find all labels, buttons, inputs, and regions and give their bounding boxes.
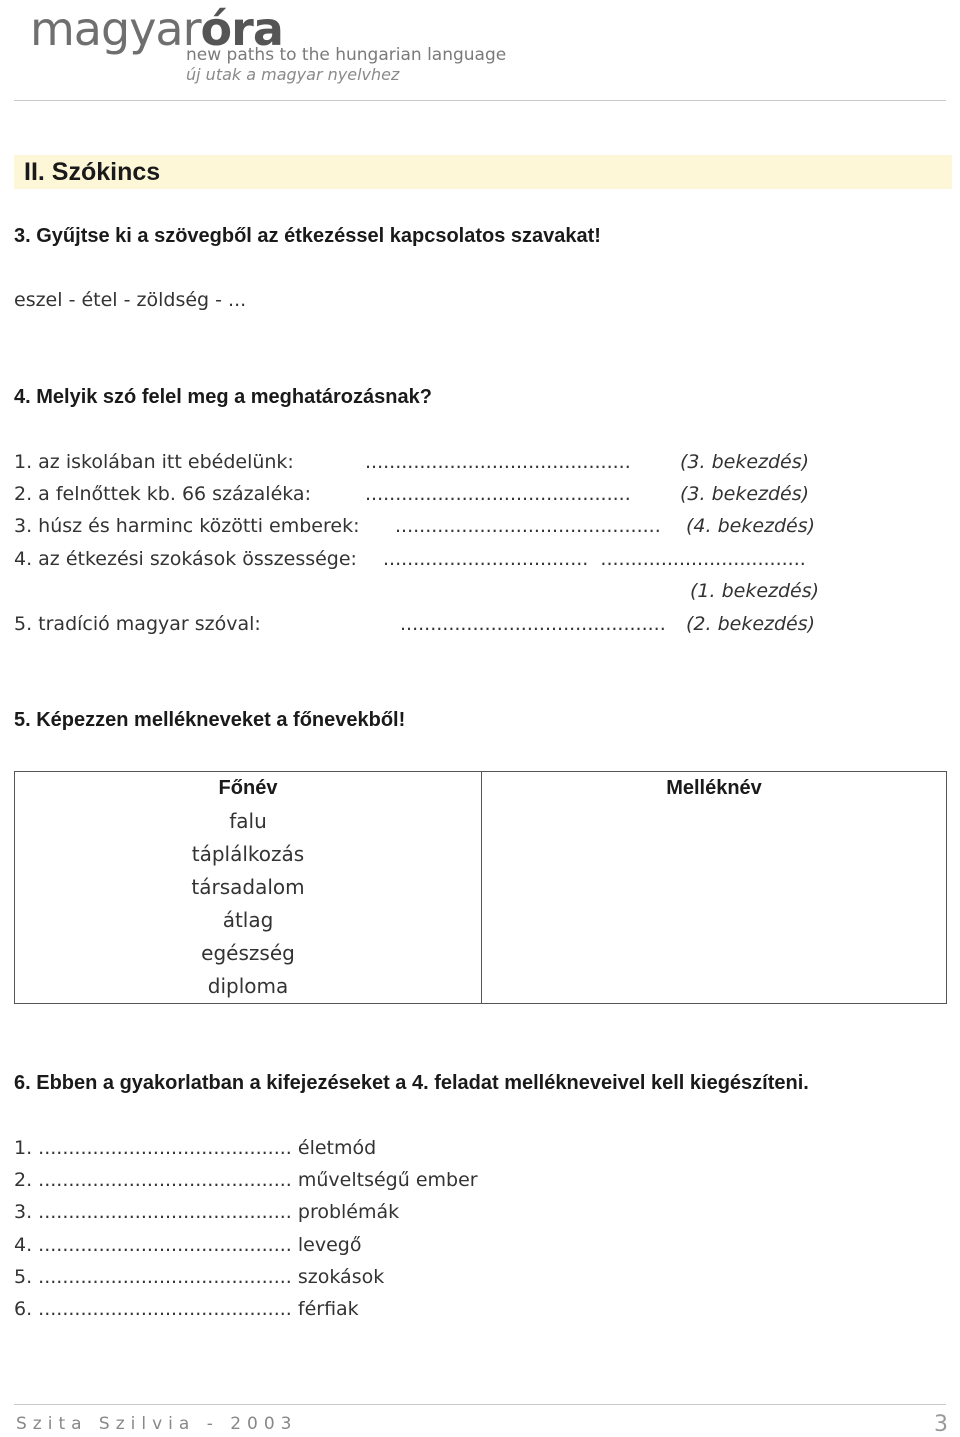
noun-cell: diploma (207, 974, 289, 998)
noun-cell: falu (229, 809, 267, 833)
noun-cell: társadalom (191, 875, 305, 899)
task6-item (14, 1169, 478, 1191)
task4-item-ref: (1. bekezdés) (690, 580, 820, 602)
noun-column (15, 772, 482, 1004)
task4-item-blank[interactable]: ............................................ (365, 483, 631, 505)
task4-item-blank[interactable]: ............................................ (365, 451, 631, 473)
task6-item-blank[interactable]: .......................................... (38, 1298, 292, 1320)
task3-title: 3. Gyűjtse ki a szövegből az étkezéssel kapcsolatos szavakat! (14, 225, 601, 247)
task4-item-text: 4. az étkezési szokások összessége: (14, 548, 357, 570)
task4-item-text: 2. a felnőttek kb. 66 százaléka: (14, 483, 311, 505)
adjective-column-header: Melléknév (666, 777, 762, 799)
task6-item (14, 1298, 359, 1320)
task6-title: 6. Ebben a gyakorlatban a kifejezéseket a 4. feladat mellékneveivel kell kiegészíteni. (14, 1072, 809, 1094)
task6-item-blank[interactable]: .......................................... (38, 1169, 292, 1191)
task4-item-ref: (3. bekezdés) (680, 483, 810, 505)
task4-item-ref: (3. bekezdés) (680, 451, 810, 473)
task6-item-blank[interactable]: .......................................... (38, 1201, 292, 1223)
task6-item (14, 1234, 361, 1256)
task6-item-blank[interactable]: .......................................... (38, 1234, 292, 1256)
footer-author: Szita Szilvia - 2003 (16, 1414, 298, 1434)
noun-adjective-table (14, 771, 947, 1004)
task6-item-number: 1. (14, 1137, 39, 1159)
task6-item-blank[interactable]: .......................................... (38, 1137, 292, 1159)
task5-title: 5. Képezzen mellékneveket a főnevekből! (14, 709, 406, 731)
task6-item-number: 3. (14, 1201, 39, 1223)
page-number: 3 (934, 1412, 948, 1437)
task4-item-blank[interactable]: .................................. .................................. (383, 548, 806, 570)
adjective-column[interactable] (482, 772, 947, 1004)
task6-item (14, 1266, 384, 1288)
task4-item-blank[interactable]: ............................................ (395, 515, 661, 537)
logo-text-bold: óra (200, 2, 283, 56)
task6-item (14, 1201, 399, 1223)
header-divider (14, 100, 946, 101)
task4-item-blank[interactable]: ............................................ (400, 613, 666, 635)
task6-item-text: műveltségű ember (291, 1169, 478, 1191)
task6-item-text: szokások (291, 1266, 385, 1288)
footer-divider (14, 1404, 946, 1405)
noun-column-header: Főnév (218, 777, 278, 799)
task6-item-text: problémák (291, 1201, 400, 1223)
task6-item-text: férfiak (291, 1298, 359, 1320)
task4-title: 4. Melyik szó felel meg a meghatározásnak? (14, 386, 432, 408)
noun-cell: átlag (222, 908, 274, 932)
noun-cell: táplálkozás (191, 842, 305, 866)
task6-item-number: 6. (14, 1298, 39, 1320)
task4-item-ref: (4. bekezdés) (686, 515, 816, 537)
tagline-english: new paths to the hungarian language (186, 45, 507, 65)
task6-item-text: levegő (291, 1234, 362, 1256)
task4-item-text: 3. húsz és harminc közötti emberek: (14, 515, 360, 537)
task4-item-ref: (2. bekezdés) (686, 613, 816, 635)
task6-item-number: 2. (14, 1169, 39, 1191)
tagline-hungarian: új utak a magyar nyelvhez (186, 65, 400, 84)
section-title: II. Szókincs (24, 158, 161, 186)
task6-item-text: életmód (291, 1137, 377, 1159)
logo-text-light: magyar (30, 2, 201, 56)
task6-item-number: 5. (14, 1266, 39, 1288)
task6-item (14, 1137, 376, 1159)
task4-item-text: 1. az iskolában itt ebédelünk: (14, 451, 294, 473)
task6-item-number: 4. (14, 1234, 39, 1256)
noun-cell: egészség (201, 941, 295, 965)
task6-item-blank[interactable]: .......................................... (38, 1266, 292, 1288)
task3-example: eszel - étel - zöldség - ... (14, 289, 247, 311)
task4-item-text: 5. tradíció magyar szóval: (14, 613, 261, 635)
